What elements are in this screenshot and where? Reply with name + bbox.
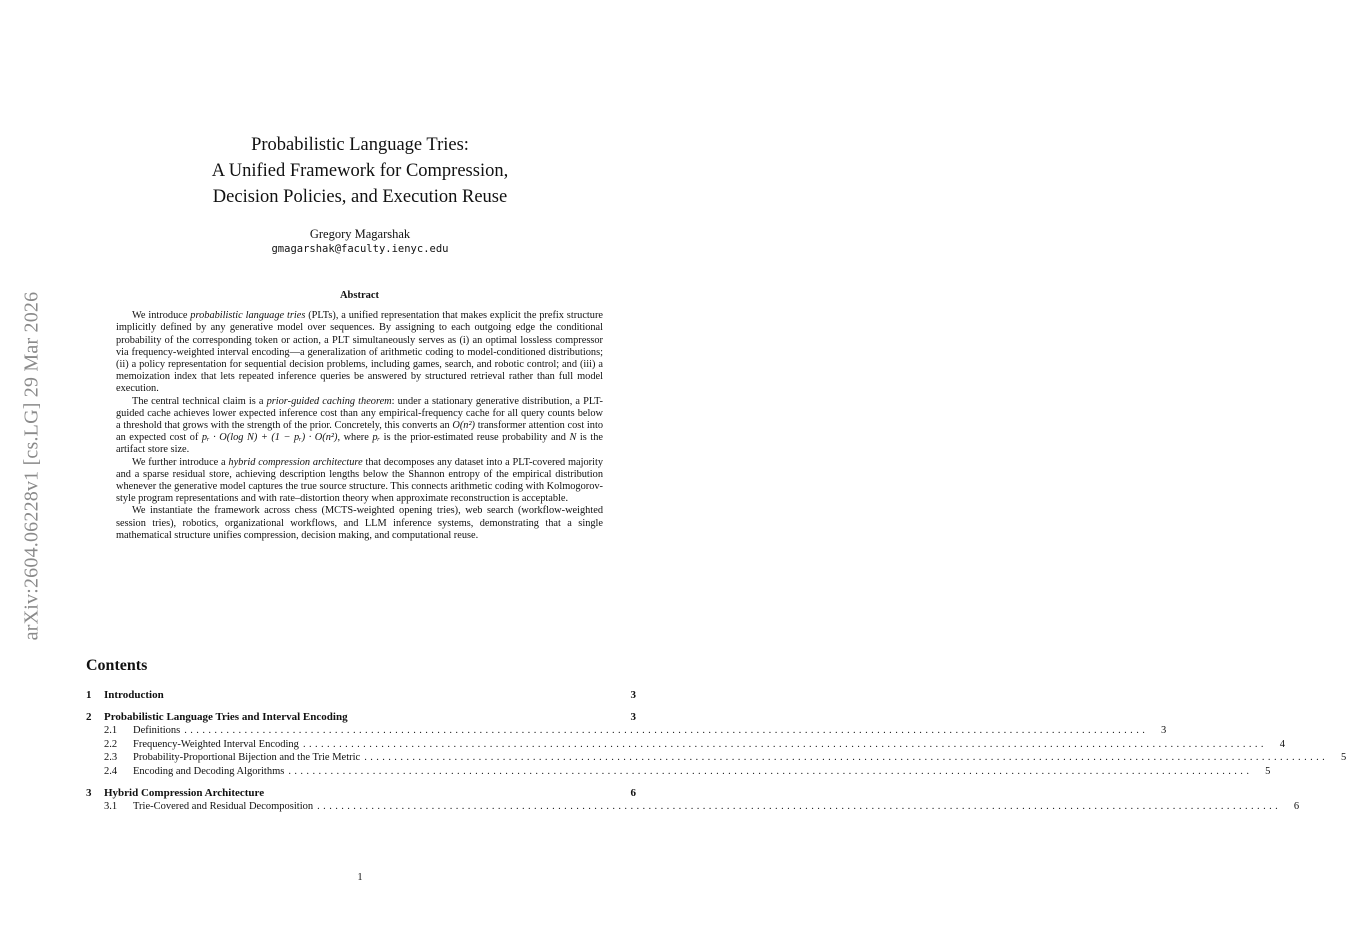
toc-subsection-title: Trie-Covered and Residual Decomposition: [133, 801, 314, 812]
toc-subsection-encoding-decoding-algorithms[interactable]: [86, 765, 1271, 779]
toc-page-number: 4: [1279, 738, 1285, 750]
abstract-paragraph-1: [116, 310, 603, 395]
abstract-paragraph-4: [116, 505, 603, 542]
page-number: 1: [357, 872, 363, 883]
toc-section-number: 1: [86, 689, 92, 701]
toc-page-number: 3: [630, 711, 636, 723]
math-expression: N: [569, 432, 577, 444]
abstract-text: transformer attention cost into an expected cost of: [116, 420, 603, 444]
abstract-emphasis: hybrid compression architecture: [228, 456, 363, 468]
paper-title-line-1: Probabilistic Language Tries:: [251, 135, 469, 155]
abstract-text: (PLTs), a unified representation that makes explicit the prefix structure implicitly defined by any generative model over sequences. By assigning to each outgoing edge the conditional probability of the corresponding token or action, a PLT simultaneously serves as (i) an optimal lossless compressor via frequency-weighted interval encoding—a generalization of arithmetic coding to model-conditioned distributions; (ii) a policy representation for sequential decision problems, including games, search, and robotic control; and (iii) a memoization index that lets repeated inference queries be answered by structured retrieval rather than full model execution.: [116, 310, 603, 395]
toc-page-number: 6: [630, 787, 636, 799]
toc-subsection-trie-residual-decomposition[interactable]: [86, 800, 1300, 814]
abstract-text: The central technical claim is a: [132, 395, 267, 407]
toc-page-number: 3: [630, 689, 636, 701]
toc-subsection-number: 3.1: [104, 801, 118, 812]
math-expression: pᵣ · O(log N) + (1 − pᵣ) · O(n²): [201, 432, 338, 444]
toc-section-title: Probabilistic Language Tries and Interval Encoding: [104, 711, 348, 723]
toc-subsection-number: 2.4: [104, 765, 118, 777]
abstract-text: , where: [337, 432, 373, 444]
toc-dot-leader: ................................................................................................................................................................: [288, 765, 1253, 777]
toc-subsection-title: Encoding and Decoding Algorithms: [133, 765, 285, 777]
abstract-text: is the prior-estimated reuse probability and: [380, 432, 570, 444]
toc-page-number: 5: [1340, 752, 1346, 763]
toc-dot-leader: ................................................................................................................................................................: [317, 801, 1282, 812]
abstract-heading: Abstract: [339, 290, 380, 301]
toc-section-plt-interval-encoding[interactable]: [86, 710, 636, 724]
toc-section-hybrid-compression[interactable]: [86, 786, 636, 800]
table-of-contents: [86, 656, 1346, 814]
toc-section-number: 2: [86, 711, 92, 723]
toc-subsection-number: 2.2: [104, 738, 118, 750]
toc-section-number: 3: [86, 787, 92, 799]
abstract-emphasis: probabilistic language tries: [190, 310, 306, 322]
paper-title-line-2: A Unified Framework for Compression,: [211, 161, 509, 181]
toc-dot-leader: ................................................................................................................................................................: [184, 725, 1149, 736]
toc-subsection-title: Probability-Proportional Bijection and the Trie Metric: [133, 752, 361, 763]
author-email: gmagarshak@faculty.ienyc.edu: [271, 243, 449, 255]
abstract-text: We instantiate the framework across chess (MCTS-weighted opening tries), web search (workflow-weighted session tries), robotics, organizational workflows, and LLM inference systems, demonstrating that a single mathematical structure unifies compression, decision making, and computational reuse.: [116, 505, 603, 541]
toc-section-title: Hybrid Compression Architecture: [104, 787, 265, 799]
paper-title-line-3: Decision Policies, and Execution Reuse: [212, 187, 508, 207]
toc-page-number: 3: [1161, 725, 1167, 736]
toc-subsection-frequency-weighted-encoding[interactable]: [86, 738, 1285, 752]
toc-section-introduction[interactable]: [86, 688, 636, 702]
abstract: [116, 290, 603, 542]
abstract-emphasis: prior-guided caching theorem: [266, 395, 392, 407]
toc-subsection-title: Definitions: [133, 725, 181, 736]
abstract-paragraph-3: [116, 457, 603, 506]
abstract-text: We introduce: [132, 310, 191, 322]
author-name: Gregory Magarshak: [309, 227, 411, 241]
toc-subsection-number: 2.3: [104, 752, 118, 763]
toc-subsection-number: 2.1: [104, 725, 118, 736]
math-expression: O(n²): [452, 420, 476, 432]
toc-page-number: 6: [1293, 801, 1300, 812]
toc-dot-leader: ................................................................................................................................................................: [364, 752, 1329, 763]
abstract-text: is the artifact store size.: [116, 432, 603, 456]
toc-page-number: 5: [1265, 765, 1271, 777]
toc-subsection-definitions[interactable]: [86, 724, 1167, 738]
toc-dot-leader: ................................................................................................................................................................: [302, 738, 1267, 750]
toc-section-title: Introduction: [104, 689, 164, 701]
toc-subsection-bijection-trie-metric[interactable]: [86, 751, 1346, 765]
abstract-text: We further introduce a: [132, 456, 229, 468]
abstract-paragraph-2: [116, 396, 603, 457]
title-block: [0, 132, 720, 257]
abstract-text: : under a stationary generative distribution, a PLT-guided cache achieves lower expected inference cost than any empirical-frequency cache for all query counts below a threshold that grows with the strength of the prior. Concretely, this converts an: [116, 395, 603, 432]
toc-subsection-title: Frequency-Weighted Interval Encoding: [133, 738, 299, 750]
arxiv-identifier-stamp: arXiv:2604.06228v1 [cs.LG] 29 Mar 2026: [20, 291, 43, 641]
math-expression: pᵣ: [372, 432, 381, 444]
abstract-text: that decomposes any dataset into a PLT-covered majority and a sparse residual store, achieving description lengths below the Shannon entropy of the empirical distribution whenever the generative model captures the true source structure. This connects arithmetic coding with Kolmogorov-style program representations and with rate–distortion theory when approximate reconstruction is acceptable.: [116, 456, 603, 505]
contents-heading: Contents: [86, 657, 148, 674]
